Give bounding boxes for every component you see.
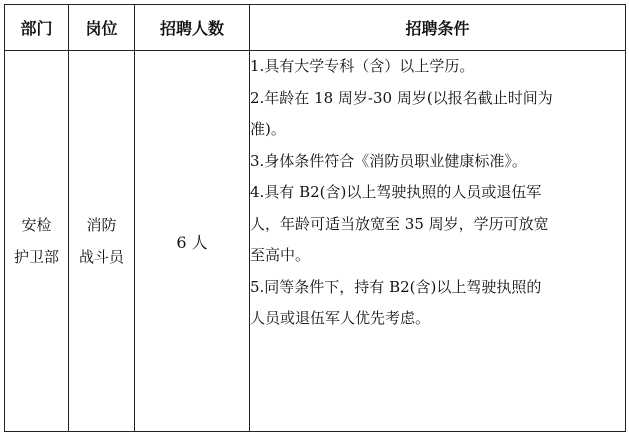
condition-line: 人员或退伍军人优先考虑。 [250, 309, 431, 327]
condition-line: 至高中。 [250, 246, 311, 264]
condition-line: 4.具有 B2(含)以上驾驶执照的人员或退伍军 [250, 183, 542, 201]
position-line: 消防 [86, 216, 117, 234]
position-cell [69, 51, 135, 432]
recruitment-table [4, 4, 626, 432]
condition-line: 1.具有大学专科（含）以上学历。 [250, 57, 475, 75]
condition-line: 2.年龄在 18 周岁-30 周岁(以报名截止时间为 [250, 88, 553, 107]
header-dept: 部门 [5, 5, 69, 51]
table-row [5, 51, 626, 432]
condition-line: 3.身体条件符合《消防员职业健康标准》。 [250, 151, 527, 170]
condition-line: 5.同等条件下，持有 B2(含)以上驾驶执照的 [250, 277, 542, 296]
dept-cell [5, 51, 69, 432]
header-conditions: 招聘条件 [250, 5, 626, 51]
header-row [5, 5, 626, 51]
dept-line: 安检 [21, 216, 52, 234]
header-count: 招聘人数 [135, 5, 250, 51]
position-line: 战斗员 [78, 248, 124, 266]
conditions-cell [250, 51, 626, 432]
condition-line: 准)。 [250, 120, 286, 138]
header-position: 岗位 [69, 5, 135, 51]
count-cell: 6 人 [135, 51, 250, 432]
condition-line: 人，年龄可适当放宽至 35 周岁，学历可放宽 [250, 214, 549, 233]
dept-line: 护卫部 [13, 248, 59, 266]
